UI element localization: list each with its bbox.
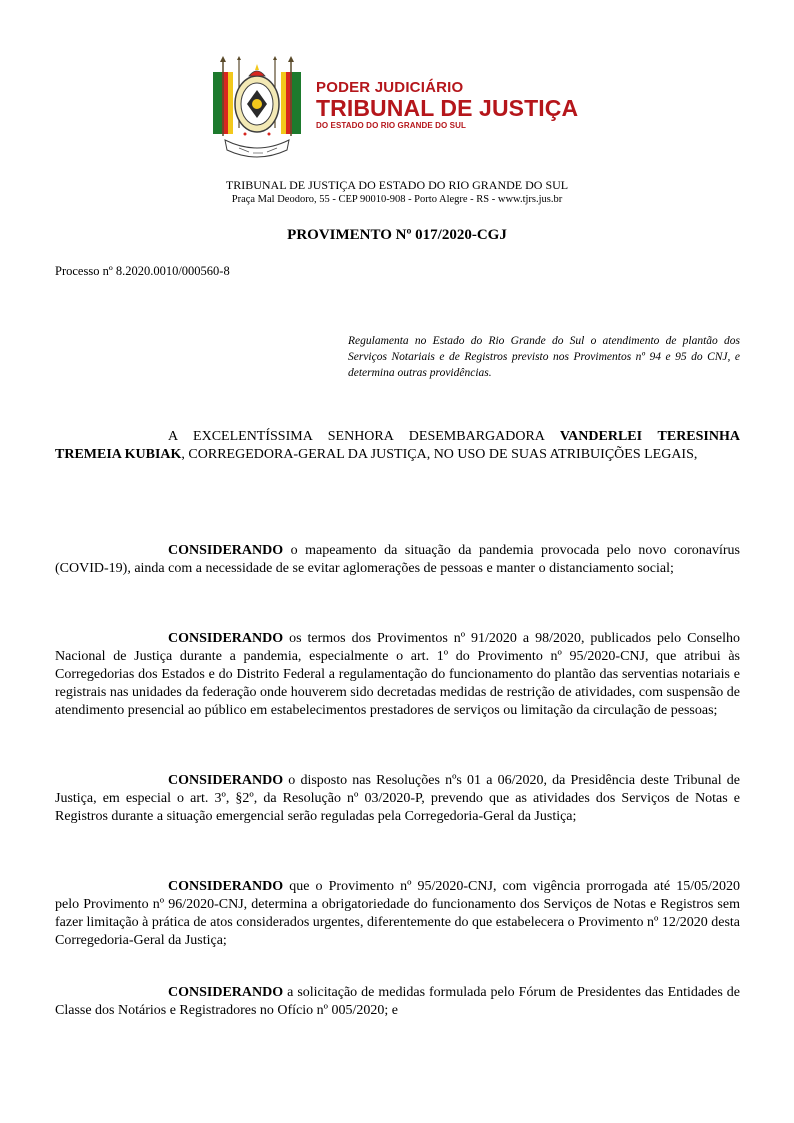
considerando-keyword: CONSIDERANDO [168,773,284,788]
considerando-keyword: CONSIDERANDO [168,879,284,894]
considerando-keyword: CONSIDERANDO [168,985,284,1000]
brand-line-3: DO ESTADO DO RIO GRANDE DO SUL [316,121,466,130]
process-number: Processo nº 8.2020.0010/000560-8 [55,264,230,278]
brand-line-1: PODER JUDICIÁRIO [316,79,464,96]
intro-rest: , CORREGEDORA-GERAL DA JUSTIÇA, NO USO DE SUAS ATRIBUIÇÕES LEGAIS, [181,447,698,462]
considerando-text: o mapeamento da situação da pandemia provocada pelo novo coronavírus (COVID-19), ainda com a necessidade de se evitar aglomerações de pessoas e manter o distanciamento social; [55,543,740,576]
court-address: Praça Mal Deodoro, 55 - CEP 90010-908 - Porto Alegre - RS - www.tjrs.jus.br [231,194,563,205]
intro-name: VANDERLEI TERESINHA TREMEIA KUBIAK [55,429,740,462]
considerando-keyword: CONSIDERANDO [168,543,284,558]
considerando-text: a solicitação de medidas formulada pelo Fórum de Presidentes das Entidades de Classe dos Notários e Registradores no Ofício nº 005/2020; e [55,985,740,1018]
document-title: PROVIMENTO Nº 017/2020-CGJ [287,227,507,243]
considerando-text: o disposto nas Resoluções nºs 01 a 06/2020, da Presidência deste Tribunal de Justiça, em especial o art. 3º, §2º, da Resolução nº 03/2020-P, prevendo que as atividades dos Serviços de Notas e Registros durante a situação emergencial serão reguladas pela Corregedoria-Geral da Justiça; [55,773,740,824]
court-name: TRIBUNAL DE JUSTIÇA DO ESTADO DO RIO GRANDE DO SUL [225,178,569,192]
brand-line-2: TRIBUNAL DE JUSTIÇA [316,95,579,121]
considerando-paragraph [55,542,740,578]
intro-paragraph [55,428,740,464]
considerando-paragraph [55,630,740,720]
considerando-text: que o Provimento nº 95/2020-CNJ, com vigência prorrogada até 15/05/2020 pelo Provimento nº 96/2020-CNJ, determina a obrigatoriedade do funcionamento dos Serviços de Notas e Registros sem fazer limitação à prática de atos considerados urgentes, diferentemente do que estabelecera o Provimento nº 12/2020 desta Corregedoria-Geral da Justiça; [55,879,740,948]
coat-of-arms-icon [209,56,305,168]
considerando-paragraph [55,984,740,1020]
institution-brand [316,79,578,132]
intro-lead: A EXCELENTÍSSIMA SENHORA DESEMBARGADORA [168,429,545,444]
ementa: Regulamenta no Estado do Rio Grande do Sul o atendimento de plantão dos Serviços Notariais e de Registros previsto nos Provimentos nº 94 e 95 do CNJ, e determina outras providências. [348,335,740,379]
considerando-paragraph [55,772,740,826]
considerando-paragraph [55,878,740,950]
considerando-keyword: CONSIDERANDO [168,631,284,646]
considerando-text: os termos dos Provimentos nº 91/2020 a 98/2020, publicados pelo Conselho Nacional de Justiça durante a pandemia, especialmente o art. 1º do Provimento nº 95/2020-CNJ, que atribui às Corregedorias dos Estados e do Distrito Federal a regulamentação do funcionamento do plantão das serventias notariais e registrais nas unidades da federação onde houverem sido decretadas medidas de restrição de atividades, com suspensão de atendimento presencial ao público em estabelecimentos prestadores de serviços ou limitação da circulação de pessoas; [55,631,740,718]
